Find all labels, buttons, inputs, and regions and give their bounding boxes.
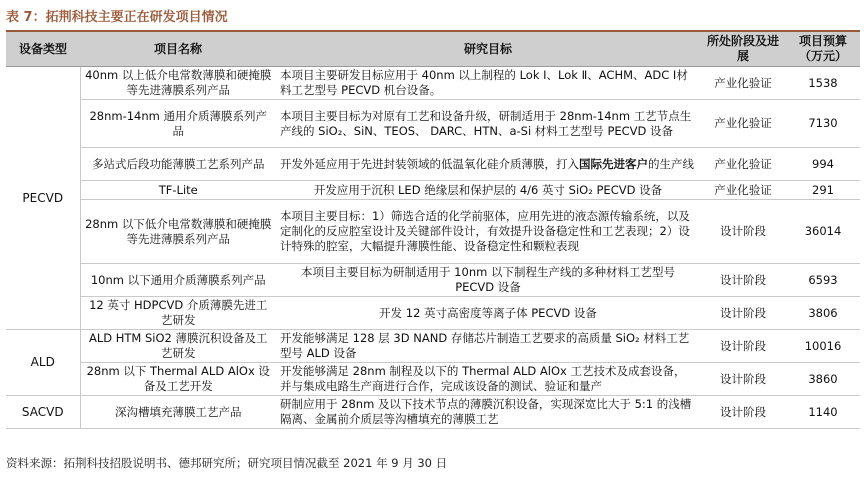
project-name: TF-Lite <box>80 181 276 200</box>
category-sacvd: SACVD <box>6 396 80 429</box>
project-stage: 产业化验证 <box>700 67 786 100</box>
category-ald: ALD <box>6 330 80 396</box>
project-name: 12 英寸 HDPCVD 介质薄膜先进工艺研发 <box>80 297 276 330</box>
table-row <box>6 148 860 181</box>
project-stage: 设计阶段 <box>700 330 786 363</box>
project-name: 多站式后段功能薄膜工艺系列产品 <box>80 148 276 181</box>
table-row <box>6 67 860 100</box>
project-goal: 开发能够满足 28nm 制程及以下的 Thermal ALD AlOx 工艺技术及成套设备，并与集成电路生产商进行合作，完成该设备的测试、验证和量产 <box>276 363 700 396</box>
project-budget: 36014 <box>786 200 860 264</box>
header-goal: 研究目标 <box>276 32 700 67</box>
header-name: 项目名称 <box>80 32 276 67</box>
project-goal-text: 开发外延应用于先进封装领域的低温氧化硅介质薄膜，打入 <box>280 156 579 171</box>
table-row <box>6 363 860 396</box>
project-name: 40nm 以上低介电常数薄膜和硬掩膜等先进薄膜系列产品 <box>80 67 276 100</box>
source-note: 资料来源：拓荆科技招股说明书、德邦研究所；研究项目情况截至 2021 年 9 月 30 日 <box>6 456 448 470</box>
table-row <box>6 100 860 148</box>
table-row <box>6 297 860 330</box>
project-name: ALD HTM SiO2 薄膜沉积设备及工艺研发 <box>80 330 276 363</box>
project-stage: 设计阶段 <box>700 363 786 396</box>
project-stage: 设计阶段 <box>700 264 786 297</box>
table-row <box>6 396 860 429</box>
project-name: 深沟槽填充薄膜工艺产品 <box>80 396 276 429</box>
project-budget: 3806 <box>786 297 860 330</box>
project-stage: 设计阶段 <box>700 297 786 330</box>
header-category: 设备类型 <box>6 32 80 67</box>
project-goal: 本项目主要研发目标应用于 40nm 以上制程的 Lok Ⅰ、Lok Ⅱ、ACHM、ADC Ⅰ材料工艺型号 PECVD 机台设备。 <box>276 67 700 100</box>
project-stage: 设计阶段 <box>700 200 786 264</box>
project-budget: 291 <box>786 181 860 200</box>
project-name: 28nm 以下 Thermal ALD AlOx 设备及工艺开发 <box>80 363 276 396</box>
project-budget: 1538 <box>786 67 860 100</box>
project-goal: 本项目主要目标为研制适用于 10nm 以下制程生产线的多种材料工艺型号 PECVD 设备 <box>276 264 700 297</box>
project-stage: 产业化验证 <box>700 181 786 200</box>
project-name: 28nm 以下低介电常数薄膜和硬掩膜等先进薄膜系列产品 <box>80 200 276 264</box>
project-budget: 10016 <box>786 330 860 363</box>
project-budget: 3860 <box>786 363 860 396</box>
project-goal <box>276 148 700 181</box>
category-pecvd: PECVD <box>6 67 80 330</box>
project-budget: 7130 <box>786 100 860 148</box>
header-budget: 项目预算（万元） <box>786 32 860 67</box>
project-name: 10nm 以下通用介质薄膜系列产品 <box>80 264 276 297</box>
project-goal: 本项目主要目标为对原有工艺和设备升级，研制适用于 28nm-14nm 工艺节点生产线的 SiO₂、SiN、TEOS、 DARC、HTN、a-Si 材料工艺型号 PECVD 设备 <box>276 100 700 148</box>
project-goal: 开发应用于沉积 LED 绝缘层和保护层的 4/6 英寸 SiO₂ PECVD 设备 <box>276 181 700 200</box>
rd-projects-table <box>6 32 860 429</box>
project-name: 28nm-14nm 通用介质薄膜系列产品 <box>80 100 276 148</box>
project-stage: 设计阶段 <box>700 396 786 429</box>
project-goal: 开发 12 英寸高密度等离子体 PECVD 设备 <box>276 297 700 330</box>
project-stage: 产业化验证 <box>700 148 786 181</box>
project-goal: 开发能够满足 128 层 3D NAND 存储芯片制造工艺要求的高质量 SiO₂ 材料工艺型号 ALD 设备 <box>276 330 700 363</box>
project-stage: 产业化验证 <box>700 100 786 148</box>
table-row <box>6 200 860 264</box>
table-row <box>6 181 860 200</box>
header-stage: 所处阶段及进展 <box>700 32 786 67</box>
table-row <box>6 264 860 297</box>
table-header-row <box>6 32 860 67</box>
table-caption: 表 7：拓荆科技主要正在研发项目情况 <box>6 10 228 25</box>
project-budget: 994 <box>786 148 860 181</box>
project-budget: 1140 <box>786 396 860 429</box>
table-row <box>6 330 860 363</box>
project-budget: 6593 <box>786 264 860 297</box>
project-goal: 研制应用于 28nm 及以下技术节点的薄膜沉积设备，实现深宽比大于 5:1 的浅槽隔离、金属前介质层等沟槽填充的薄膜工艺 <box>276 396 700 429</box>
project-goal-emphasis: 国际先进客户 <box>579 156 648 171</box>
project-goal-tail: 的生产线 <box>648 156 694 171</box>
project-goal: 本项目主要目标：1）筛选合适的化学前驱体，应用先进的液态源传输系统，以及定制化的反应腔室设计及关键部件设计，有效提升设备稳定性和工艺表现；2）设计特殊的腔室，大幅提升薄膜性能、设备稳定性和颗粒表现 <box>276 200 700 264</box>
